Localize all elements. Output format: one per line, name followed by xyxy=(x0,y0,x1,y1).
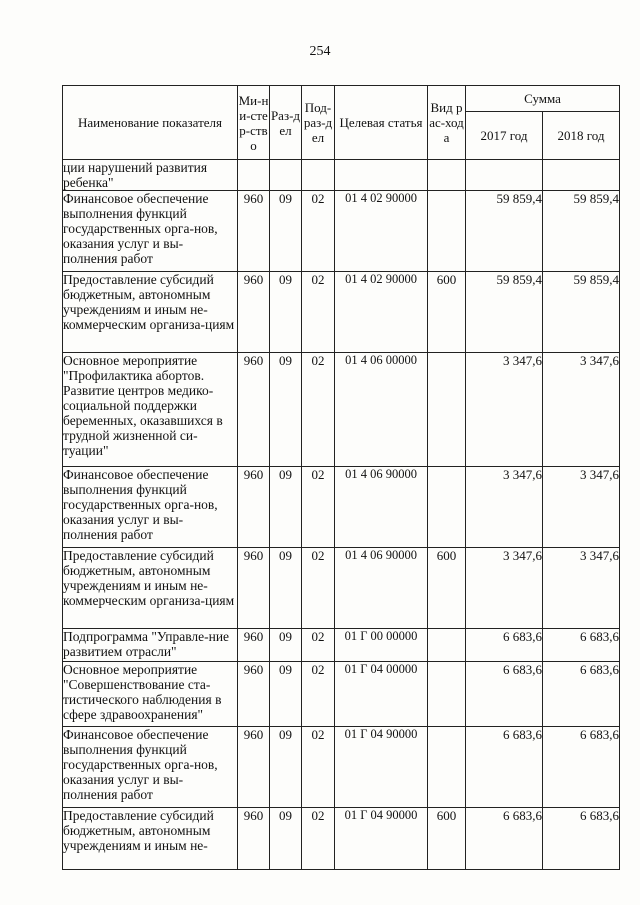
table-row xyxy=(63,662,620,727)
header-subsection: Под-раз-дел xyxy=(302,86,335,160)
budget-table xyxy=(62,85,620,870)
row-section: 09 xyxy=(270,467,302,548)
row-name: Основное мероприятие "Профилактика абортов. Развитие центров медико-социальной поддержки беременных, оказавшихся в трудной жизненной си-туации" xyxy=(63,353,238,467)
row-target: 01 Г 04 00000 xyxy=(335,662,428,727)
row-section: 09 xyxy=(270,727,302,808)
row-expense-type: 600 xyxy=(428,272,466,353)
row-section: 09 xyxy=(270,808,302,870)
table-row xyxy=(63,272,620,353)
row-subsection: 02 xyxy=(302,353,335,467)
row-sum-2017: 59 859,4 xyxy=(466,272,543,353)
row-target: 01 Г 04 90000 xyxy=(335,727,428,808)
row-name: Предоставление субсидий бюджетным, автономным учреждениям и иным не-коммерческим организа-циям xyxy=(63,272,238,353)
row-subsection xyxy=(302,160,335,191)
header-section: Раз-дел xyxy=(270,86,302,160)
row-name: Финансовое обеспечение выполнения функций государственных орга-нов, оказания услуг и вы-полнения работ xyxy=(63,727,238,808)
row-subsection: 02 xyxy=(302,629,335,662)
row-subsection: 02 xyxy=(302,548,335,629)
header-expense-type: Вид рас-хода xyxy=(428,86,466,160)
header-year-2018: 2018 год xyxy=(543,112,620,160)
row-expense-type: 600 xyxy=(428,808,466,870)
row-sum-2017 xyxy=(466,160,543,191)
row-sum-2018: 3 347,6 xyxy=(543,353,620,467)
row-target: 01 4 02 90000 xyxy=(335,272,428,353)
row-ministry: 960 xyxy=(238,467,270,548)
row-sum-2018: 6 683,6 xyxy=(543,727,620,808)
row-sum-2018: 3 347,6 xyxy=(543,467,620,548)
row-ministry: 960 xyxy=(238,353,270,467)
row-name: Предоставление субсидий бюджетным, автономным учреждениям и иным не- xyxy=(63,808,238,870)
header-year-2017: 2017 год xyxy=(466,112,543,160)
row-subsection: 02 xyxy=(302,662,335,727)
row-sum-2017: 59 859,4 xyxy=(466,191,543,272)
row-subsection: 02 xyxy=(302,727,335,808)
row-ministry: 960 xyxy=(238,727,270,808)
row-expense-type xyxy=(428,662,466,727)
header-ministry: Ми-ни-стер-ство xyxy=(238,86,270,160)
row-ministry: 960 xyxy=(238,272,270,353)
table-row xyxy=(63,353,620,467)
header-name: Наименование показателя xyxy=(63,86,238,160)
row-name: ции нарушений развития ребенка" xyxy=(63,160,238,191)
table-row xyxy=(63,191,620,272)
row-sum-2017: 3 347,6 xyxy=(466,548,543,629)
row-sum-2017: 6 683,6 xyxy=(466,662,543,727)
table-row xyxy=(63,548,620,629)
header-target: Целевая статья xyxy=(335,86,428,160)
row-target: 01 4 02 90000 xyxy=(335,191,428,272)
row-section: 09 xyxy=(270,191,302,272)
row-ministry: 960 xyxy=(238,191,270,272)
row-expense-type xyxy=(428,467,466,548)
row-subsection: 02 xyxy=(302,272,335,353)
row-section: 09 xyxy=(270,629,302,662)
row-ministry: 960 xyxy=(238,629,270,662)
row-target: 01 4 06 00000 xyxy=(335,353,428,467)
row-name: Предоставление субсидий бюджетным, автономным учреждениям и иным не-коммерческим организа-циям xyxy=(63,548,238,629)
row-sum-2018: 6 683,6 xyxy=(543,808,620,870)
row-expense-type xyxy=(428,353,466,467)
row-expense-type xyxy=(428,727,466,808)
table-row xyxy=(63,727,620,808)
row-sum-2017: 3 347,6 xyxy=(466,467,543,548)
row-target: 01 4 06 90000 xyxy=(335,548,428,629)
table-row xyxy=(63,808,620,870)
row-expense-type xyxy=(428,191,466,272)
row-sum-2018: 6 683,6 xyxy=(543,662,620,727)
table-row xyxy=(63,629,620,662)
row-ministry xyxy=(238,160,270,191)
page-number: 254 xyxy=(309,44,331,59)
row-name: Финансовое обеспечение выполнения функций государственных орга-нов, оказания услуг и вы-полнения работ xyxy=(63,467,238,548)
row-target xyxy=(335,160,428,191)
table-body xyxy=(63,160,620,870)
row-target: 01 Г 00 00000 xyxy=(335,629,428,662)
header-sum: Сумма xyxy=(466,86,620,112)
row-target: 01 Г 04 90000 xyxy=(335,808,428,870)
row-ministry: 960 xyxy=(238,808,270,870)
row-name: Подпрограмма "Управле-ние развитием отрасли" xyxy=(63,629,238,662)
row-target: 01 4 06 90000 xyxy=(335,467,428,548)
row-section xyxy=(270,160,302,191)
row-name: Основное мероприятие "Совершенствование ста-тистического наблюдения в сфере здравоохранения" xyxy=(63,662,238,727)
row-sum-2017: 6 683,6 xyxy=(466,727,543,808)
row-ministry: 960 xyxy=(238,548,270,629)
row-sum-2018: 59 859,4 xyxy=(543,272,620,353)
row-subsection: 02 xyxy=(302,191,335,272)
row-name: Финансовое обеспечение выполнения функций государственных орга-нов, оказания услуг и вы-полнения работ xyxy=(63,191,238,272)
row-section: 09 xyxy=(270,353,302,467)
row-ministry: 960 xyxy=(238,662,270,727)
row-sum-2017: 6 683,6 xyxy=(466,808,543,870)
row-expense-type xyxy=(428,629,466,662)
row-expense-type: 600 xyxy=(428,548,466,629)
row-sum-2018: 6 683,6 xyxy=(543,629,620,662)
row-section: 09 xyxy=(270,548,302,629)
table-row xyxy=(63,160,620,191)
row-sum-2018: 3 347,6 xyxy=(543,548,620,629)
row-sum-2018: 59 859,4 xyxy=(543,191,620,272)
row-subsection: 02 xyxy=(302,808,335,870)
row-subsection: 02 xyxy=(302,467,335,548)
row-sum-2017: 6 683,6 xyxy=(466,629,543,662)
row-expense-type xyxy=(428,160,466,191)
row-section: 09 xyxy=(270,272,302,353)
table-row xyxy=(63,467,620,548)
table-header xyxy=(63,86,620,160)
row-section: 09 xyxy=(270,662,302,727)
row-sum-2017: 3 347,6 xyxy=(466,353,543,467)
row-sum-2018 xyxy=(543,160,620,191)
